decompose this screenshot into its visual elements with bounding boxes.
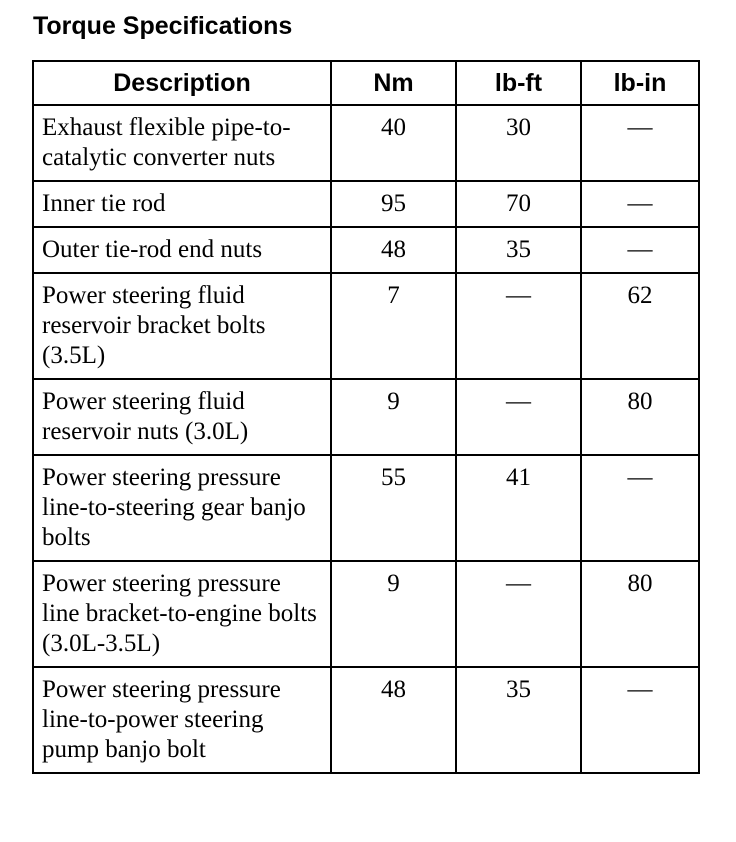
table-row [33, 455, 699, 561]
cell-lb-ft: 30 [456, 105, 581, 181]
table-row [33, 227, 699, 273]
cell-lb-ft: 35 [456, 667, 581, 773]
table-row [33, 181, 699, 227]
cell-nm: 40 [331, 105, 456, 181]
cell-lb-ft: — [456, 379, 581, 455]
cell-lb-in: 80 [581, 561, 699, 667]
cell-nm: 7 [331, 273, 456, 379]
cell-lb-ft: — [456, 273, 581, 379]
cell-lb-in: — [581, 105, 699, 181]
cell-description: Power steering fluid reservoir bracket bolts (3.5L) [33, 273, 331, 379]
table-row [33, 273, 699, 379]
cell-lb-ft: 41 [456, 455, 581, 561]
cell-description: Power steering pressure line-to-power steering pump banjo bolt [33, 667, 331, 773]
cell-nm: 48 [331, 667, 456, 773]
cell-lb-in: 62 [581, 273, 699, 379]
cell-lb-in: — [581, 455, 699, 561]
cell-lb-in: — [581, 181, 699, 227]
cell-lb-ft: — [456, 561, 581, 667]
cell-lb-ft: 35 [456, 227, 581, 273]
cell-nm: 9 [331, 379, 456, 455]
header-lb-ft: lb-ft [456, 61, 581, 105]
cell-nm: 55 [331, 455, 456, 561]
header-description: Description [33, 61, 331, 105]
cell-description: Power steering pressure line-to-steering gear banjo bolts [33, 455, 331, 561]
cell-nm: 48 [331, 227, 456, 273]
table-row [33, 667, 699, 773]
table-header-row [33, 61, 699, 105]
cell-lb-ft: 70 [456, 181, 581, 227]
cell-description: Power steering pressure line bracket-to-engine bolts (3.0L-3.5L) [33, 561, 331, 667]
table-row [33, 379, 699, 455]
page-title: Torque Specifications [33, 12, 293, 40]
cell-lb-in: — [581, 227, 699, 273]
cell-description: Exhaust flexible pipe-to-catalytic converter nuts [33, 105, 331, 181]
table-row [33, 105, 699, 181]
torque-spec-table [32, 60, 700, 774]
header-lb-in: lb-in [581, 61, 699, 105]
header-nm: Nm [331, 61, 456, 105]
cell-lb-in: — [581, 667, 699, 773]
cell-nm: 95 [331, 181, 456, 227]
cell-description: Power steering fluid reservoir nuts (3.0L) [33, 379, 331, 455]
cell-lb-in: 80 [581, 379, 699, 455]
table-row [33, 561, 699, 667]
cell-description: Outer tie-rod end nuts [33, 227, 331, 273]
cell-nm: 9 [331, 561, 456, 667]
cell-description: Inner tie rod [33, 181, 331, 227]
